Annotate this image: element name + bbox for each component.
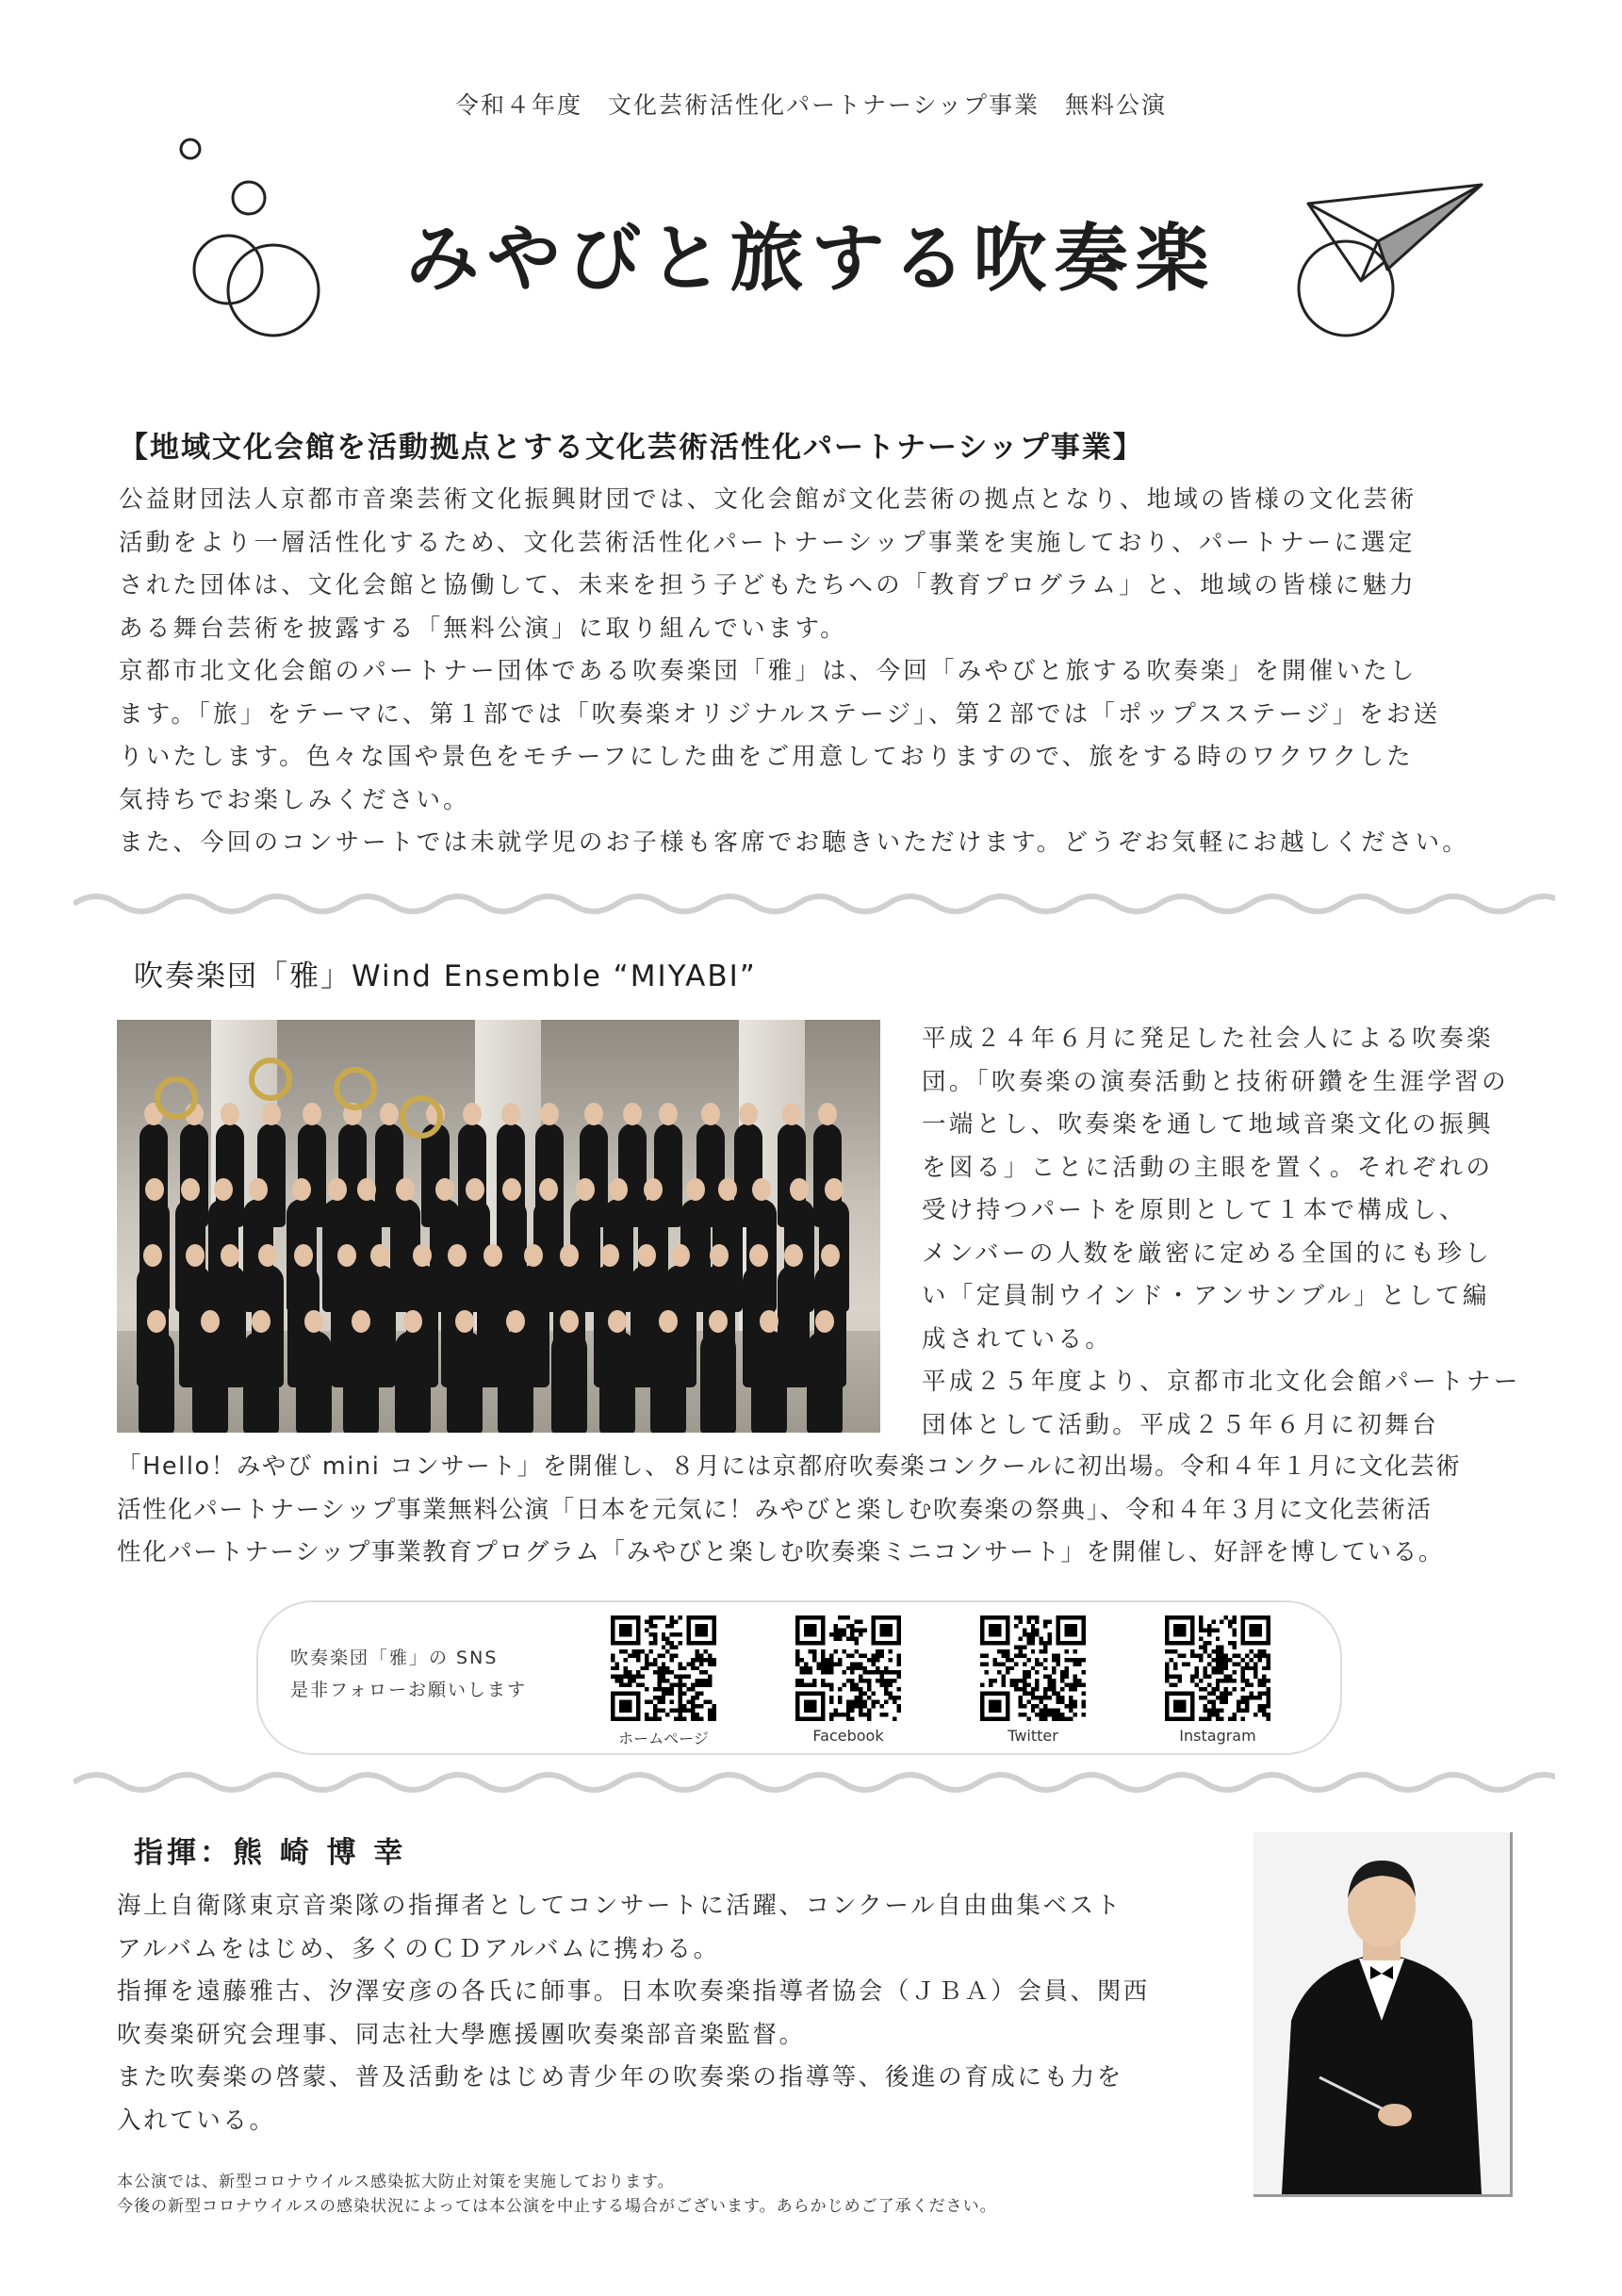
ensemble-line: 平成２５年度より、京都市北文化会館パートナー — [922, 1368, 1521, 1396]
qr-code-icon[interactable] — [980, 1615, 1086, 1721]
conductor-heading: 指揮：熊 崎 博 幸 — [134, 1836, 407, 1870]
ensemble-photo — [117, 1020, 880, 1433]
ensemble-side-text — [922, 1018, 1525, 1447]
ensemble-line: 受け持つパートを原則として１本で構成し、 — [922, 1196, 1467, 1224]
qr-code-icon[interactable] — [611, 1615, 716, 1721]
intro-heading: 【地域文化会館を活動拠点とする文化芸術活性化パートナーシップ事業】 — [119, 431, 1144, 465]
intro-line: ます。「旅」をテーマに、第１部では「吹奏楽オリジナルステージ」、第２部では「ポップスステージ」をお送 — [119, 699, 1441, 729]
intro-line: 京都市北文化会館のパートナー団体である吹奏楽団「雅」は、今回「みやびと旅する吹奏楽」を開催いたし — [119, 657, 1417, 685]
wavy-divider — [74, 1768, 1555, 1796]
ensemble-line: を図る」ことに活動の主眼を置く。それぞれの — [922, 1153, 1494, 1182]
sns-caption — [290, 1642, 527, 1706]
ensemble-line: 一端とし、吹奏楽を通して地域音楽文化の振興 — [922, 1110, 1494, 1139]
intro-line: また、今回のコンサートでは未就学児のお子様も客席でお聴きいただけます。どうぞお気軽にお越しください。 — [119, 828, 1469, 857]
sns-link-instagram[interactable]: Instagram — [1179, 1727, 1256, 1745]
ensemble-line: メンバーの人数を厳密に定める全国的にも珍し — [922, 1238, 1493, 1268]
ensemble-heading: 吹奏楽団「雅」Wind Ensemble “MIYABI” — [134, 959, 757, 993]
conductor-line: 吹奏楽研究会理事、同志社大學應援團吹奏楽部音楽監督。 — [117, 2020, 806, 2049]
wavy-divider — [74, 890, 1555, 918]
sns-box — [256, 1600, 1342, 1755]
sns-link-twitter[interactable]: Twitter — [1008, 1727, 1058, 1745]
sns-link-homepage[interactable]: ホームページ — [618, 1730, 709, 1747]
intro-line: 気持ちでお楽しみください。 — [119, 785, 470, 814]
conductor-line: また吹奏楽の啓蒙、普及活動をはじめ青少年の吹奏楽の指導等、後進の育成にも力を — [117, 2063, 1123, 2091]
intro-line: 活動をより一層活性化するため、文化芸術活性化パートナーシップ事業を実施しており、パートナーに選定 — [119, 528, 1416, 557]
conductor-line: 海上自衛隊東京音楽隊の指揮者としてコンサートに活躍、コンクール自由曲集ベスト — [117, 1892, 1122, 1920]
ensemble-line: 平成２４年６月に発足した社会人による吹奏楽 — [922, 1025, 1494, 1053]
intro-line: りいたします。色々な国や景色をモチーフにした曲をご用意しておりますので、旅をする時のワクワクした — [119, 743, 1414, 771]
ensemble-line: い「定員制ウインド・アンサンブル」として編 — [922, 1282, 1490, 1310]
conductor-photo — [1253, 1832, 1513, 2197]
page-title: みやびと旅する吹奏楽 — [405, 217, 1217, 302]
ensemble-line: 団体として活動。平成２５年６月に初舞台 — [922, 1410, 1440, 1439]
footnote-line: 本公演では、新型コロナウイルス感染拡大防止対策を実施しております。 — [117, 2173, 675, 2191]
intro-line: された団体は、文化会館と協働して、未来を担う子どもたちへの「教育プログラム」と、地域の皆様に魅力 — [119, 571, 1417, 599]
program-note: 令和４年度 文化芸術活性化パートナーシップ事業 無料公演 — [454, 91, 1167, 119]
ensemble-line: 活性化パートナーシップ事業無料公演「日本を元気に！みやびと楽しむ吹奏楽の祭典」、令和４年３月に文化芸術活 — [117, 1495, 1433, 1524]
paper-plane-icon — [1282, 175, 1489, 345]
sns-caption-line: 吹奏楽団「雅」の SNS — [290, 1648, 499, 1668]
sns-link-facebook[interactable]: Facebook — [812, 1727, 884, 1745]
conductor-line: アルバムをはじめ、多くのＣＤアルバムに携わる。 — [117, 1934, 720, 1963]
conductor-line: 入れている。 — [117, 2106, 276, 2135]
conductor-line: 指揮を遠藤雅古、汐澤安彦の各氏に師事。日本吹奏楽指導者協会（ＪＢＡ）会員、関西 — [117, 1977, 1150, 2006]
ensemble-line: 成されている。 — [922, 1324, 1113, 1353]
qr-code-icon[interactable] — [1165, 1615, 1270, 1721]
intro-line: ある舞台芸術を披露する「無料公演」に取り組んでいます。 — [119, 614, 847, 643]
intro-text — [119, 479, 1532, 865]
ensemble-line: 性化パートナーシップ事業教育プログラム「みやびと楽しむ吹奏楽ミニコンサート」を開催し、好評を博している。 — [117, 1538, 1444, 1566]
footnote-line: 今後の新型コロナウイルスの感染状況によっては本公演を中止する場合がございます。あらかじめご了承ください。 — [117, 2197, 997, 2216]
intro-line: 公益財団法人京都市音楽芸術文化振興財団では、文化会館が文化芸術の拠点となり、地域の皆様の文化芸術 — [119, 485, 1417, 514]
ensemble-full-text — [117, 1446, 1549, 1575]
conductor-text — [117, 1885, 1229, 2142]
sns-caption-line: 是非フォローお願いします — [290, 1680, 528, 1700]
ensemble-line: 団。「吹奏楽の演奏活動と技術研鑽を生涯学習の — [922, 1067, 1510, 1096]
ensemble-line: 「Hello！みやび mini コンサート」を開催し、８月には京都府吹奏楽コンクールに初出場。令和４年１月に文化芸術 — [117, 1452, 1462, 1481]
qr-code-icon[interactable] — [795, 1615, 901, 1721]
footnotes — [117, 2170, 1248, 2219]
